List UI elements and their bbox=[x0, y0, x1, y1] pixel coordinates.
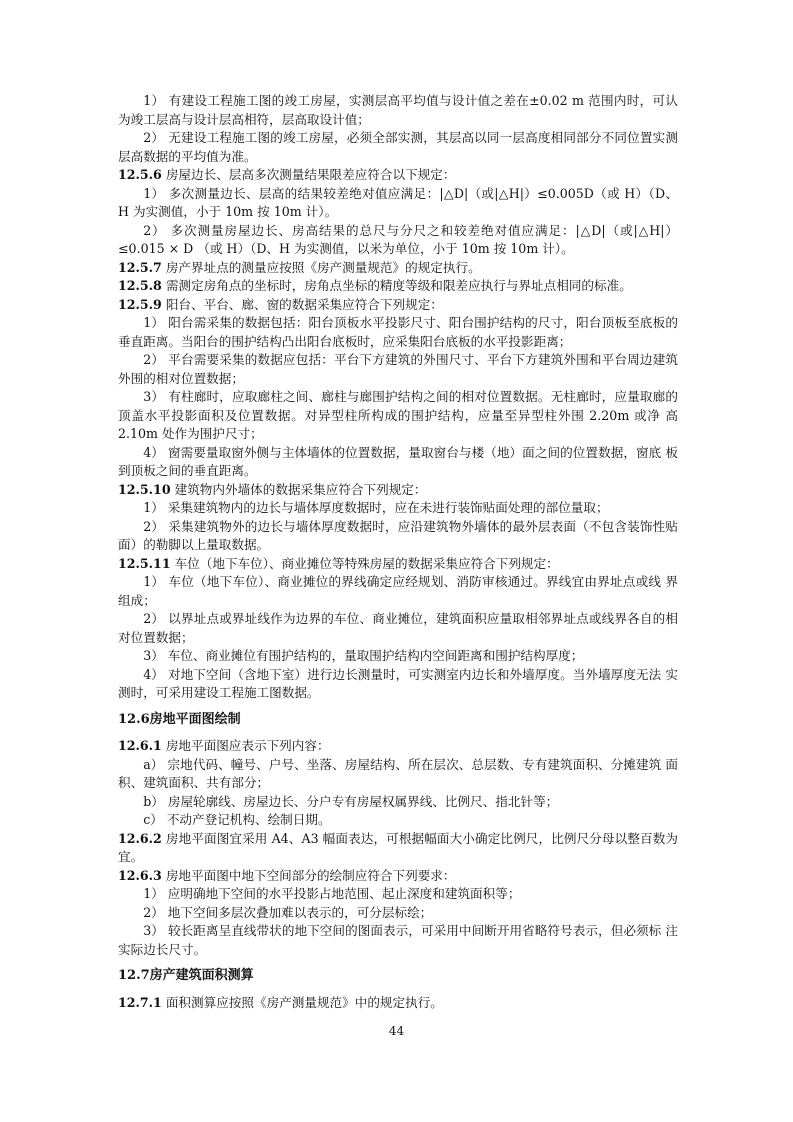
list-item bbox=[118, 610, 678, 647]
clause-number: 12.5.8 bbox=[118, 278, 162, 293]
paragraph-text: 1） 阳台需采集的数据包括：阳台顶板水平投影尺寸、阳台围护结构的尺寸，阳台顶板至底板的垂直距离。当阳台的围护结构凸出阳台底板时，应采集阳台底板的水平投影距离； bbox=[118, 315, 678, 349]
paragraph-text: 3） 车位、商业摊位有围护结构的，量取围护结构内空间距离和围护结构厚度； bbox=[143, 648, 584, 663]
paragraph-text: 房产界址点的测量应按照《房产测量规范》的规定执行。 bbox=[161, 259, 481, 275]
clause-paragraph bbox=[118, 994, 678, 1013]
list-item bbox=[118, 499, 678, 518]
clause-number: 12.6.1 bbox=[118, 738, 162, 753]
list-item bbox=[118, 756, 678, 793]
clause-paragraph bbox=[118, 166, 678, 185]
paragraph-text: 房地平面图宜采用 A4、A3 幅面表达，可根据幅面大小确定比例尺，比例尺分母以整百数为宜。 bbox=[118, 830, 678, 864]
paragraph-text: 2） 以界址点或界址线作为边界的车位、商业摊位，建筑面积应量取相邻界址点或线界各自的相对位置数据； bbox=[118, 611, 678, 645]
list-item bbox=[118, 922, 678, 959]
list-item bbox=[118, 388, 678, 444]
list-item bbox=[118, 793, 678, 812]
section-heading: 12.7房产建筑面积测算 bbox=[118, 968, 254, 983]
paragraph-text: 3） 较长距离呈直线带状的地下空间的图面表示，可采用中间断开用省略符号表示，但必须标 注实际边长尺寸。 bbox=[118, 923, 678, 957]
paragraph-text: 3） 有柱廊时，应取廊柱之间、廊柱与廊围护结构之间的相对位置数据。无柱廊时，应量取廊的顶盖水平投影面积及位置数据。对异型柱所构成的围护结构，应量至异型柱外围 2.20m 或净 高 2.10m 处作为围护尺寸； bbox=[118, 389, 678, 441]
list-item bbox=[118, 904, 678, 923]
list-item bbox=[118, 351, 678, 388]
paragraph-text: 车位（地下车位）、商业摊位等特殊房屋的数据采集应符合下列规定： bbox=[170, 555, 559, 571]
clause-number: 12.6.3 bbox=[118, 867, 162, 883]
paragraph-text: 面积测算应按照《房产测量规范》中的规定执行。 bbox=[161, 994, 443, 1010]
list-item bbox=[118, 885, 678, 904]
list-item bbox=[118, 444, 678, 481]
clause-paragraph bbox=[118, 296, 678, 315]
paragraph-text: 阳台、平台、廊、窗的数据采集应符合下列规定： bbox=[161, 296, 443, 312]
list-item bbox=[118, 666, 678, 703]
clause-number: 12.5.9 bbox=[118, 296, 162, 312]
paragraph-text: 房地平面图中地下空间部分的绘制应符合下列要求： bbox=[161, 867, 456, 883]
list-item bbox=[118, 647, 678, 666]
clause-paragraph bbox=[118, 830, 678, 867]
paragraph-text: 2） 采集建筑物外的边长与墙体厚度数据时，应沿建筑物外墙体的最外层表面（不包含装饰性贴面）的勒脚以上量取数据。 bbox=[118, 518, 678, 552]
paragraph-text: 1） 应明确地下空间的水平投影占地范围、起止深度和建筑面积等； bbox=[143, 886, 521, 901]
paragraph-text: c） 不动产登记机构、绘制日期。 bbox=[143, 812, 331, 827]
paragraph-text: 房屋边长、层高多次测量结果限差应符合以下规定： bbox=[161, 167, 456, 182]
list-item bbox=[118, 222, 678, 259]
paragraph-text: 1） 多次测量边长、层高的结果较差绝对值应满足：|△D|（或|△H|）≤0.005D（或 H）（D、 H 为实测值，小于 10m 按 10m 计）。 bbox=[118, 185, 678, 219]
clause-number: 12.7.1 bbox=[118, 994, 162, 1010]
list-item bbox=[118, 811, 678, 830]
clause-number: 12.5.11 bbox=[118, 555, 171, 571]
document-body bbox=[118, 92, 678, 1012]
clause-paragraph bbox=[118, 259, 678, 278]
paragraph-text: 1） 采集建筑物内的边长与墙体厚度数据时，应在未进行装饰贴面处理的部位量取； bbox=[143, 500, 609, 515]
paragraph-text: 房地平面图应表示下列内容： bbox=[161, 738, 330, 753]
clause-paragraph bbox=[118, 867, 678, 886]
paragraph-text: 4） 对地下空间（含地下室）进行边长测量时，可实测室内边长和外墙厚度。当外墙厚度无法 实测时，可采用建设工程施工图数据。 bbox=[118, 666, 678, 700]
paragraph-text: a） 宗地代码、幢号、户号、坐落、房屋结构、所在层次、总层数、专有建筑面积、分摊建筑 面积、建筑面积、共有部分； bbox=[118, 756, 678, 790]
paragraph-text: 1） 有建设工程施工图的竣工房屋，实测层高平均值与设计值之差在±0.02 m 范围内时，可认为竣工层高与设计层高相符，层高取设计值； bbox=[118, 93, 678, 127]
paragraph-text: 1） 车位（地下车位）、商业摊位的界线确定应经规划、消防审核通过。界线宜由界址点或线 界组成； bbox=[118, 574, 678, 608]
paragraph-text: 2） 平台需要采集的数据应包括：平台下方建筑的外围尺寸、平台下方建筑外围和平台周边建筑外围的相对位置数据； bbox=[118, 352, 678, 386]
paragraph-text: 建筑物内外墙体的数据采集应符合下列规定： bbox=[170, 481, 427, 497]
paragraph-text: 2） 多次测量房屋边长、房高结果的总尺与分尺之和较差绝对值应满足：|△D|（或|△H|）≤0.015 × D （或 H）（D、H 为实测值，以米为单位，小于 10m 按 10m 计）。 bbox=[118, 222, 678, 256]
clause-number: 12.5.6 bbox=[118, 167, 162, 182]
clause-paragraph bbox=[118, 277, 678, 296]
list-item bbox=[118, 92, 678, 129]
clause-paragraph bbox=[118, 555, 678, 574]
clause-paragraph bbox=[118, 481, 678, 500]
paragraph-text: b） 房屋轮廓线、房屋边长、分户专有房屋权属界线、比例尺、指北针等； bbox=[143, 793, 559, 809]
list-item bbox=[118, 518, 678, 555]
clause-number: 12.6.2 bbox=[118, 830, 162, 846]
paragraph-text: 2） 地下空间多层次叠加难以表示的，可分层标绘； bbox=[143, 904, 433, 920]
paragraph-text: 需测定房角点的坐标时，房角点坐标的精度等级和限差应执行与界址点相同的标准。 bbox=[161, 278, 632, 293]
paragraph-text: 2） 无建设工程施工图的竣工房屋，必须全部实测，其层高以同一层高度相同部分不同位置实测层高数据的平均值为准。 bbox=[118, 130, 678, 164]
clause-paragraph bbox=[118, 737, 678, 756]
list-item bbox=[118, 573, 678, 610]
list-item bbox=[118, 129, 678, 166]
list-item bbox=[118, 314, 678, 351]
list-item bbox=[118, 185, 678, 222]
paragraph-text: 4） 窗需要量取窗外侧与主体墙体的位置数据，量取窗台与楼（地）面之间的位置数据，窗底 板到顶板之间的垂直距离。 bbox=[118, 444, 678, 478]
section-heading: 12.6房地平面图绘制 bbox=[118, 711, 241, 727]
clause-number: 12.5.10 bbox=[118, 481, 171, 497]
clause-number: 12.5.7 bbox=[118, 259, 162, 275]
page-number: 44 bbox=[388, 1024, 405, 1038]
